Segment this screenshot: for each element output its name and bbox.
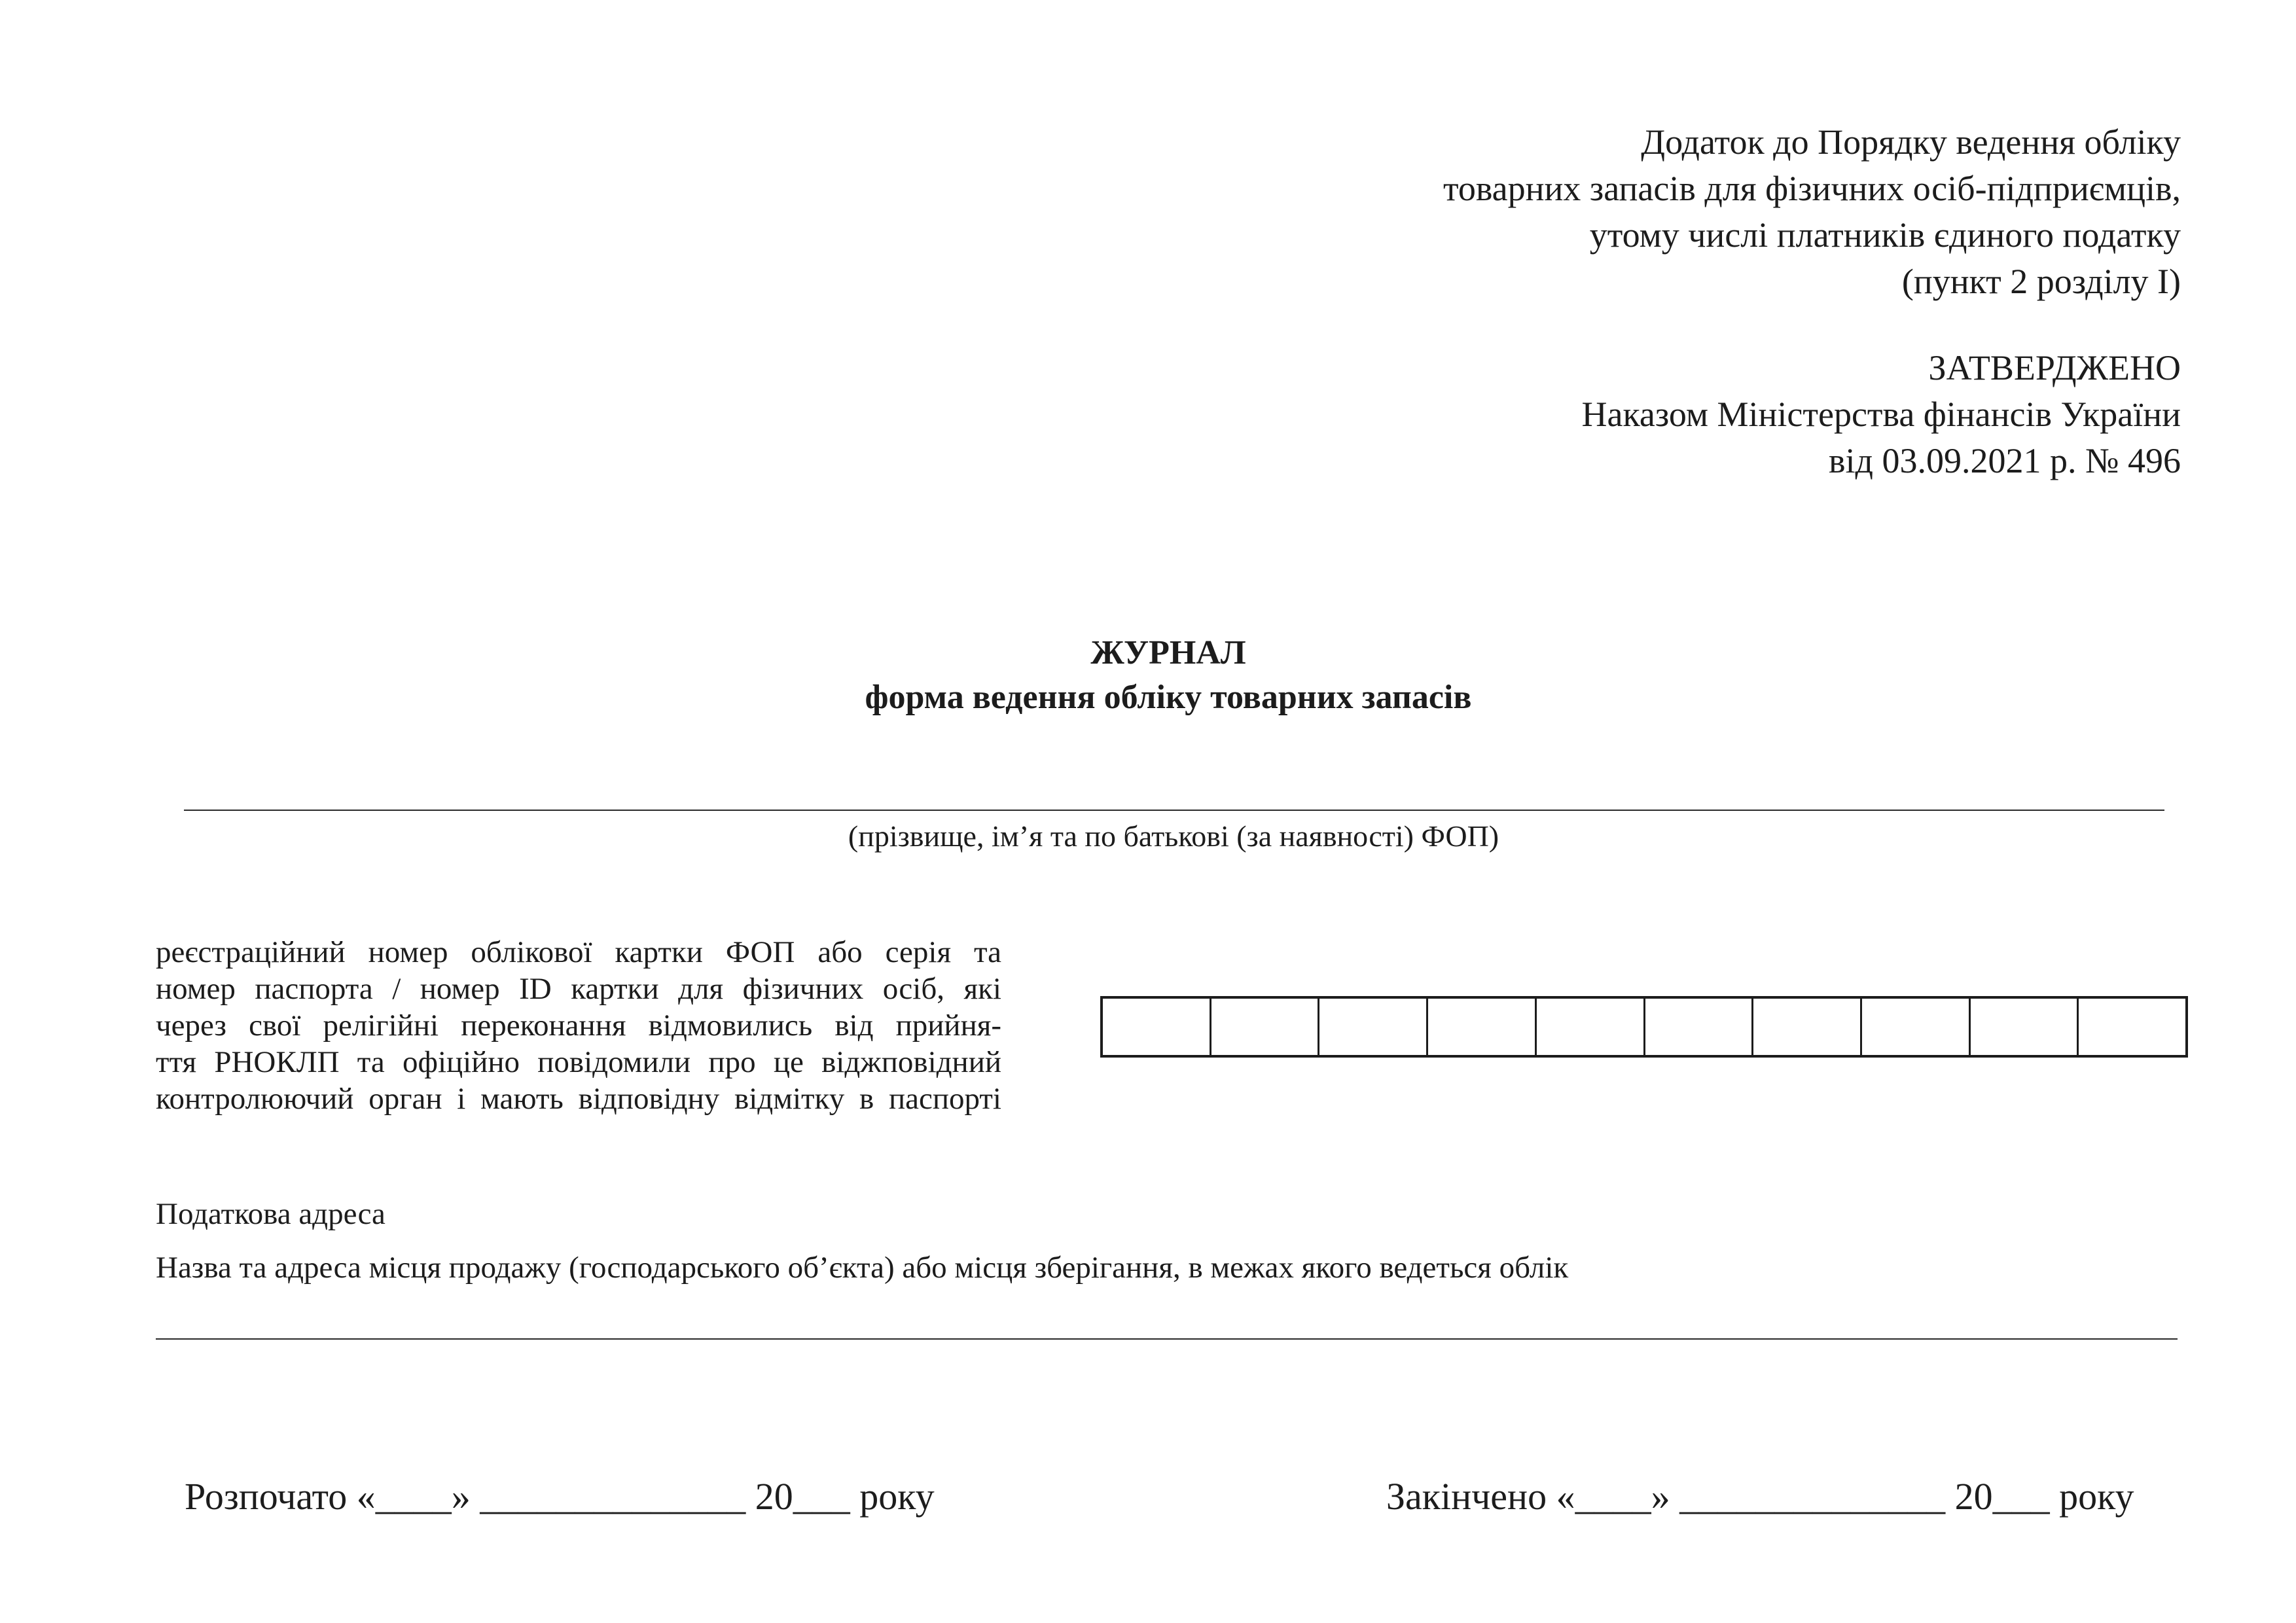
registration-line-4: ття РНОКЛП та офіційно повідомили про це віджповідний [156, 1045, 1001, 1079]
registration-cell[interactable] [1103, 999, 1211, 1055]
registration-cell[interactable] [1537, 999, 1645, 1055]
registration-cell[interactable] [2079, 999, 2185, 1055]
approval-date-number: від 03.09.2021 р. № 496 [1829, 441, 2181, 480]
registration-line-1: реєстраційний номер облікової картки ФОП або серія та [156, 935, 1001, 969]
registration-cell[interactable] [1753, 999, 1862, 1055]
registration-cell[interactable] [1862, 999, 1971, 1055]
journal-title: ЖУРНАЛ [1090, 634, 1246, 671]
registration-description [156, 934, 1001, 1117]
registration-line-2: номер паспорта / номер ID картки для фізичних осіб, які [156, 972, 1001, 1006]
registration-number-cells [1100, 996, 2188, 1058]
approval-block [1582, 345, 2181, 484]
registration-cell[interactable] [1971, 999, 2079, 1055]
fop-name-caption: (прізвище, ім’я та по батькові (за наявності) ФОП) [848, 819, 1499, 853]
registration-cell[interactable] [1428, 999, 1537, 1055]
started-date[interactable]: Розпочато «____» ______________ 20___ року [185, 1475, 935, 1518]
tax-address-label: Податкова адреса [156, 1197, 386, 1231]
registration-cell[interactable] [1319, 999, 1428, 1055]
registration-cell[interactable] [1645, 999, 1754, 1055]
appendix-line-3: утому числі платників єдиного податку [1589, 215, 2181, 255]
appendix-line-4: (пункт 2 розділу І) [1901, 262, 2181, 301]
sale-place-label: Назва та адреса місця продажу (господарського об’єкта) або місця зберігання, в межах якого ведеться облік [156, 1251, 1569, 1285]
registration-line-3: через свої релігійні переконання відмовились від прийня- [156, 1008, 1001, 1043]
approval-order: Наказом Міністерства фінансів України [1581, 395, 2181, 434]
appendix-block [1443, 119, 2181, 305]
journal-subtitle: форма ведення обліку товарних запасів [865, 679, 1472, 716]
fop-name-line[interactable] [184, 810, 2164, 811]
appendix-line-2: товарних запасів для фізичних осіб-підприємців, [1443, 169, 2181, 208]
registration-line-5: контролюючий орган і мають відповідну відмітку в паспорті [156, 1082, 1001, 1116]
appendix-line-1: Додаток до Порядку ведення обліку [1641, 122, 2181, 162]
finished-date[interactable]: Закінчено «____» ______________ 20___ року [1386, 1475, 2134, 1518]
journal-heading [0, 631, 2296, 720]
approval-title: ЗАТВЕРДЖЕНО [1928, 348, 2181, 387]
registration-cell[interactable] [1211, 999, 1320, 1055]
sale-place-line[interactable] [156, 1338, 2178, 1340]
